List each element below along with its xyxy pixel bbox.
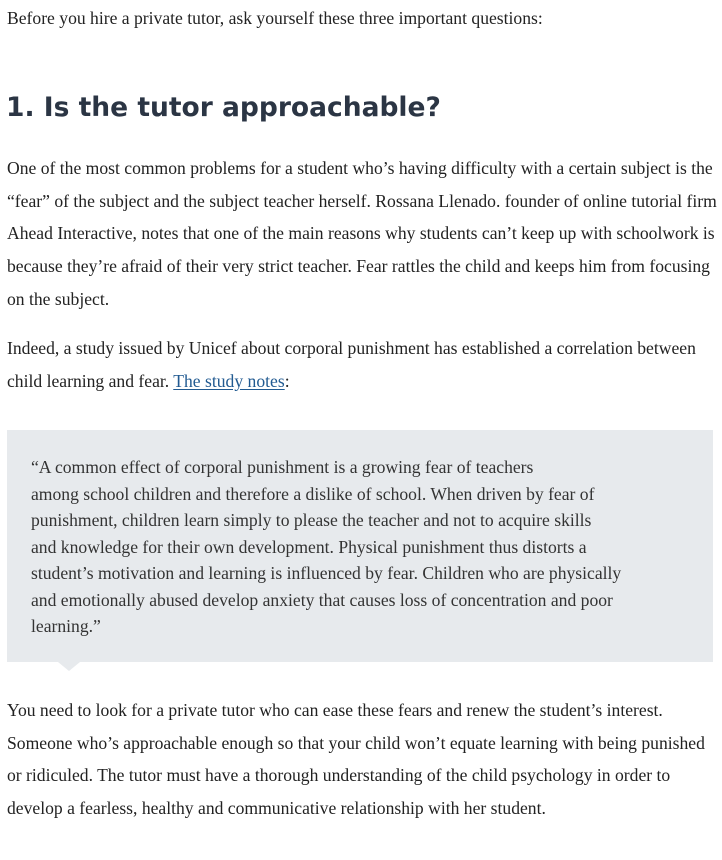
- quote-line: among school children and therefore a dislike of school. When driven by fear of: [31, 483, 595, 504]
- quote-line: and emotionally abused develop anxiety that causes loss of concentration and poor: [31, 589, 613, 610]
- quote-line: and knowledge for their own development. Physical punishment thus distorts a: [31, 536, 587, 557]
- section-heading: 1. Is the tutor approachable?: [6, 92, 441, 123]
- quote-line: learning.”: [31, 616, 101, 636]
- quote-text: [31, 454, 696, 640]
- intro-text: Before you hire a private tutor, ask yourself these three important questions:: [7, 8, 543, 28]
- paragraph-unicef-study: [7, 332, 719, 397]
- paragraph-unicef-text: Indeed, a study issued by Unicef about corporal punishment has established a correlation between child learning and fear.: [7, 338, 696, 391]
- quote-tail-pointer: [58, 662, 80, 671]
- blockquote: [7, 430, 713, 662]
- paragraph-find-tutor: You need to look for a private tutor who can ease these fears and renew the student’s interest. Someone who’s approachable enough so that your child won’t equate learning with being punished or ridiculed. The tutor must have a thorough understanding of the child psychology in order to develop a fearless, healthy and communicative relationship with her student.: [7, 700, 705, 819]
- paragraph-colon: :: [284, 370, 290, 391]
- quote-line: “A common effect of corporal punishment is a growing fear of teachers: [31, 457, 534, 477]
- quote-line: student’s motivation and learning is influenced by fear. Children who are physically: [31, 563, 622, 583]
- quote-line: punishment, children learn simply to please the teacher and not to acquire skills: [31, 510, 592, 530]
- study-notes-link[interactable]: The study notes: [173, 370, 285, 391]
- paragraph-fear-of-subject: One of the most common problems for a student who’s having difficulty with a certain subject is the “fear” of the subject and the subject teacher herself. Rossana Llenado. founder of online tutorial firm Ahead Interactive, notes that one of the main reasons why students can’t keep up with schoolwork is because they’re afraid of their very strict teacher. Fear rattles the child and keeps him from focusing on the subject.: [7, 158, 717, 309]
